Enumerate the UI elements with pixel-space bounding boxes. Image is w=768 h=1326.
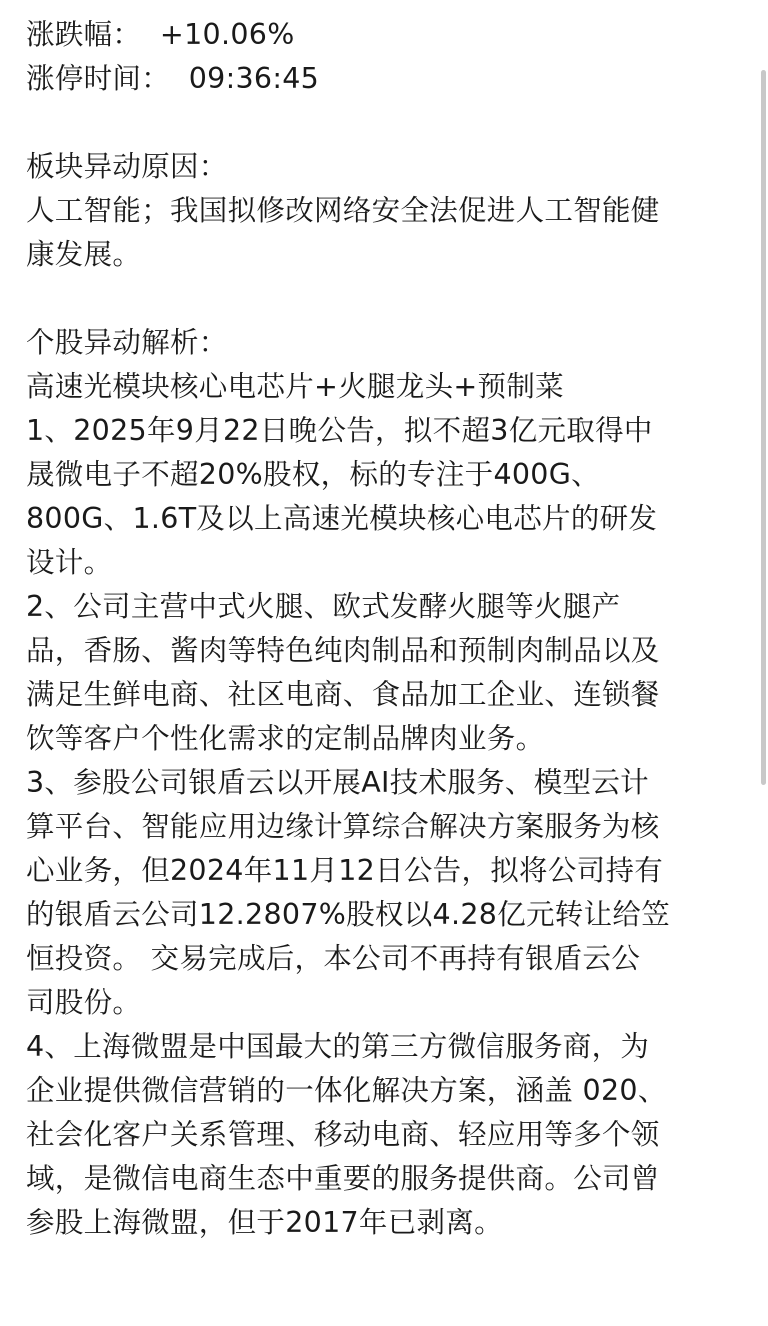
analysis-text-line: 参股上海微盟，但于2017年已剥离。 xyxy=(26,1206,503,1239)
analysis-text-line: 域，是微信电商生态中重要的服务提供商。公司曾 xyxy=(26,1162,660,1195)
analysis-text-line: 饮等客户个性化需求的定制品牌肉业务。 xyxy=(26,722,545,755)
paragraph-gap xyxy=(26,277,746,321)
analysis-text-line: 算平台、智能应用边缘计算综合解决方案服务为核 xyxy=(26,810,660,843)
analysis-text-line: 心业务，但2024年11月12日公告，拟将公司持有 xyxy=(26,854,664,887)
scrollbar[interactable] xyxy=(761,70,766,785)
analysis-text-line: 社会化客户关系管理、移动电商、轻应用等多个领 xyxy=(26,1118,660,1151)
analysis-text-line: 满足生鲜电商、社区电商、食品加工企业、连锁餐 xyxy=(26,678,660,711)
analysis-heading: 个股异动解析： xyxy=(26,326,228,359)
analysis-text-line: 设计。 xyxy=(26,546,113,579)
analysis-text-line: 800G、1.6T及以上高速光模块核心电芯片的研发 xyxy=(26,502,658,535)
analysis-text-line: 4、上海微盟是中国最大的第三方微信服务商，为 xyxy=(26,1030,650,1063)
change-pct-line: 涨跌幅： +10.06% xyxy=(26,18,295,51)
analysis-text-line: 1、2025年9月22日晚公告，拟不超3亿元取得中 xyxy=(26,414,653,447)
sector-text-line: 人工智能；我国拟修改网络安全法促进人工智能健 xyxy=(26,194,660,227)
analysis-text-line: 司股份。 xyxy=(26,986,142,1019)
sector-text-line: 康发展。 xyxy=(26,238,142,271)
sector-heading: 板块异动原因： xyxy=(26,150,228,183)
analysis-text-line: 2、公司主营中式火腿、欧式发酵火腿等火腿产 xyxy=(26,590,621,623)
analysis-text-line: 品，香肠、酱肉等特色纯肉制品和预制肉制品以及 xyxy=(26,634,660,667)
limit-up-time-line: 涨停时间： 09:36:45 xyxy=(26,62,320,95)
article-body xyxy=(26,13,746,1245)
analysis-text-line: 恒投资。 交易完成后，本公司不再持有银盾云公 xyxy=(26,942,641,975)
paragraph-gap xyxy=(26,101,746,145)
analysis-text-line: 3、参股公司银盾云以开展AI技术服务、模型云计 xyxy=(26,766,649,799)
analysis-summary: 高速光模块核心电芯片+火腿龙头+预制菜 xyxy=(26,370,564,403)
analysis-text-line: 企业提供微信营销的一体化解决方案，涵盖 020、 xyxy=(26,1074,667,1107)
analysis-text-line: 晟微电子不超20%股权，标的专注于400G、 xyxy=(26,458,600,491)
analysis-text-line: 的银盾云公司12.2807%股权以4.28亿元转让给笠 xyxy=(26,898,670,931)
